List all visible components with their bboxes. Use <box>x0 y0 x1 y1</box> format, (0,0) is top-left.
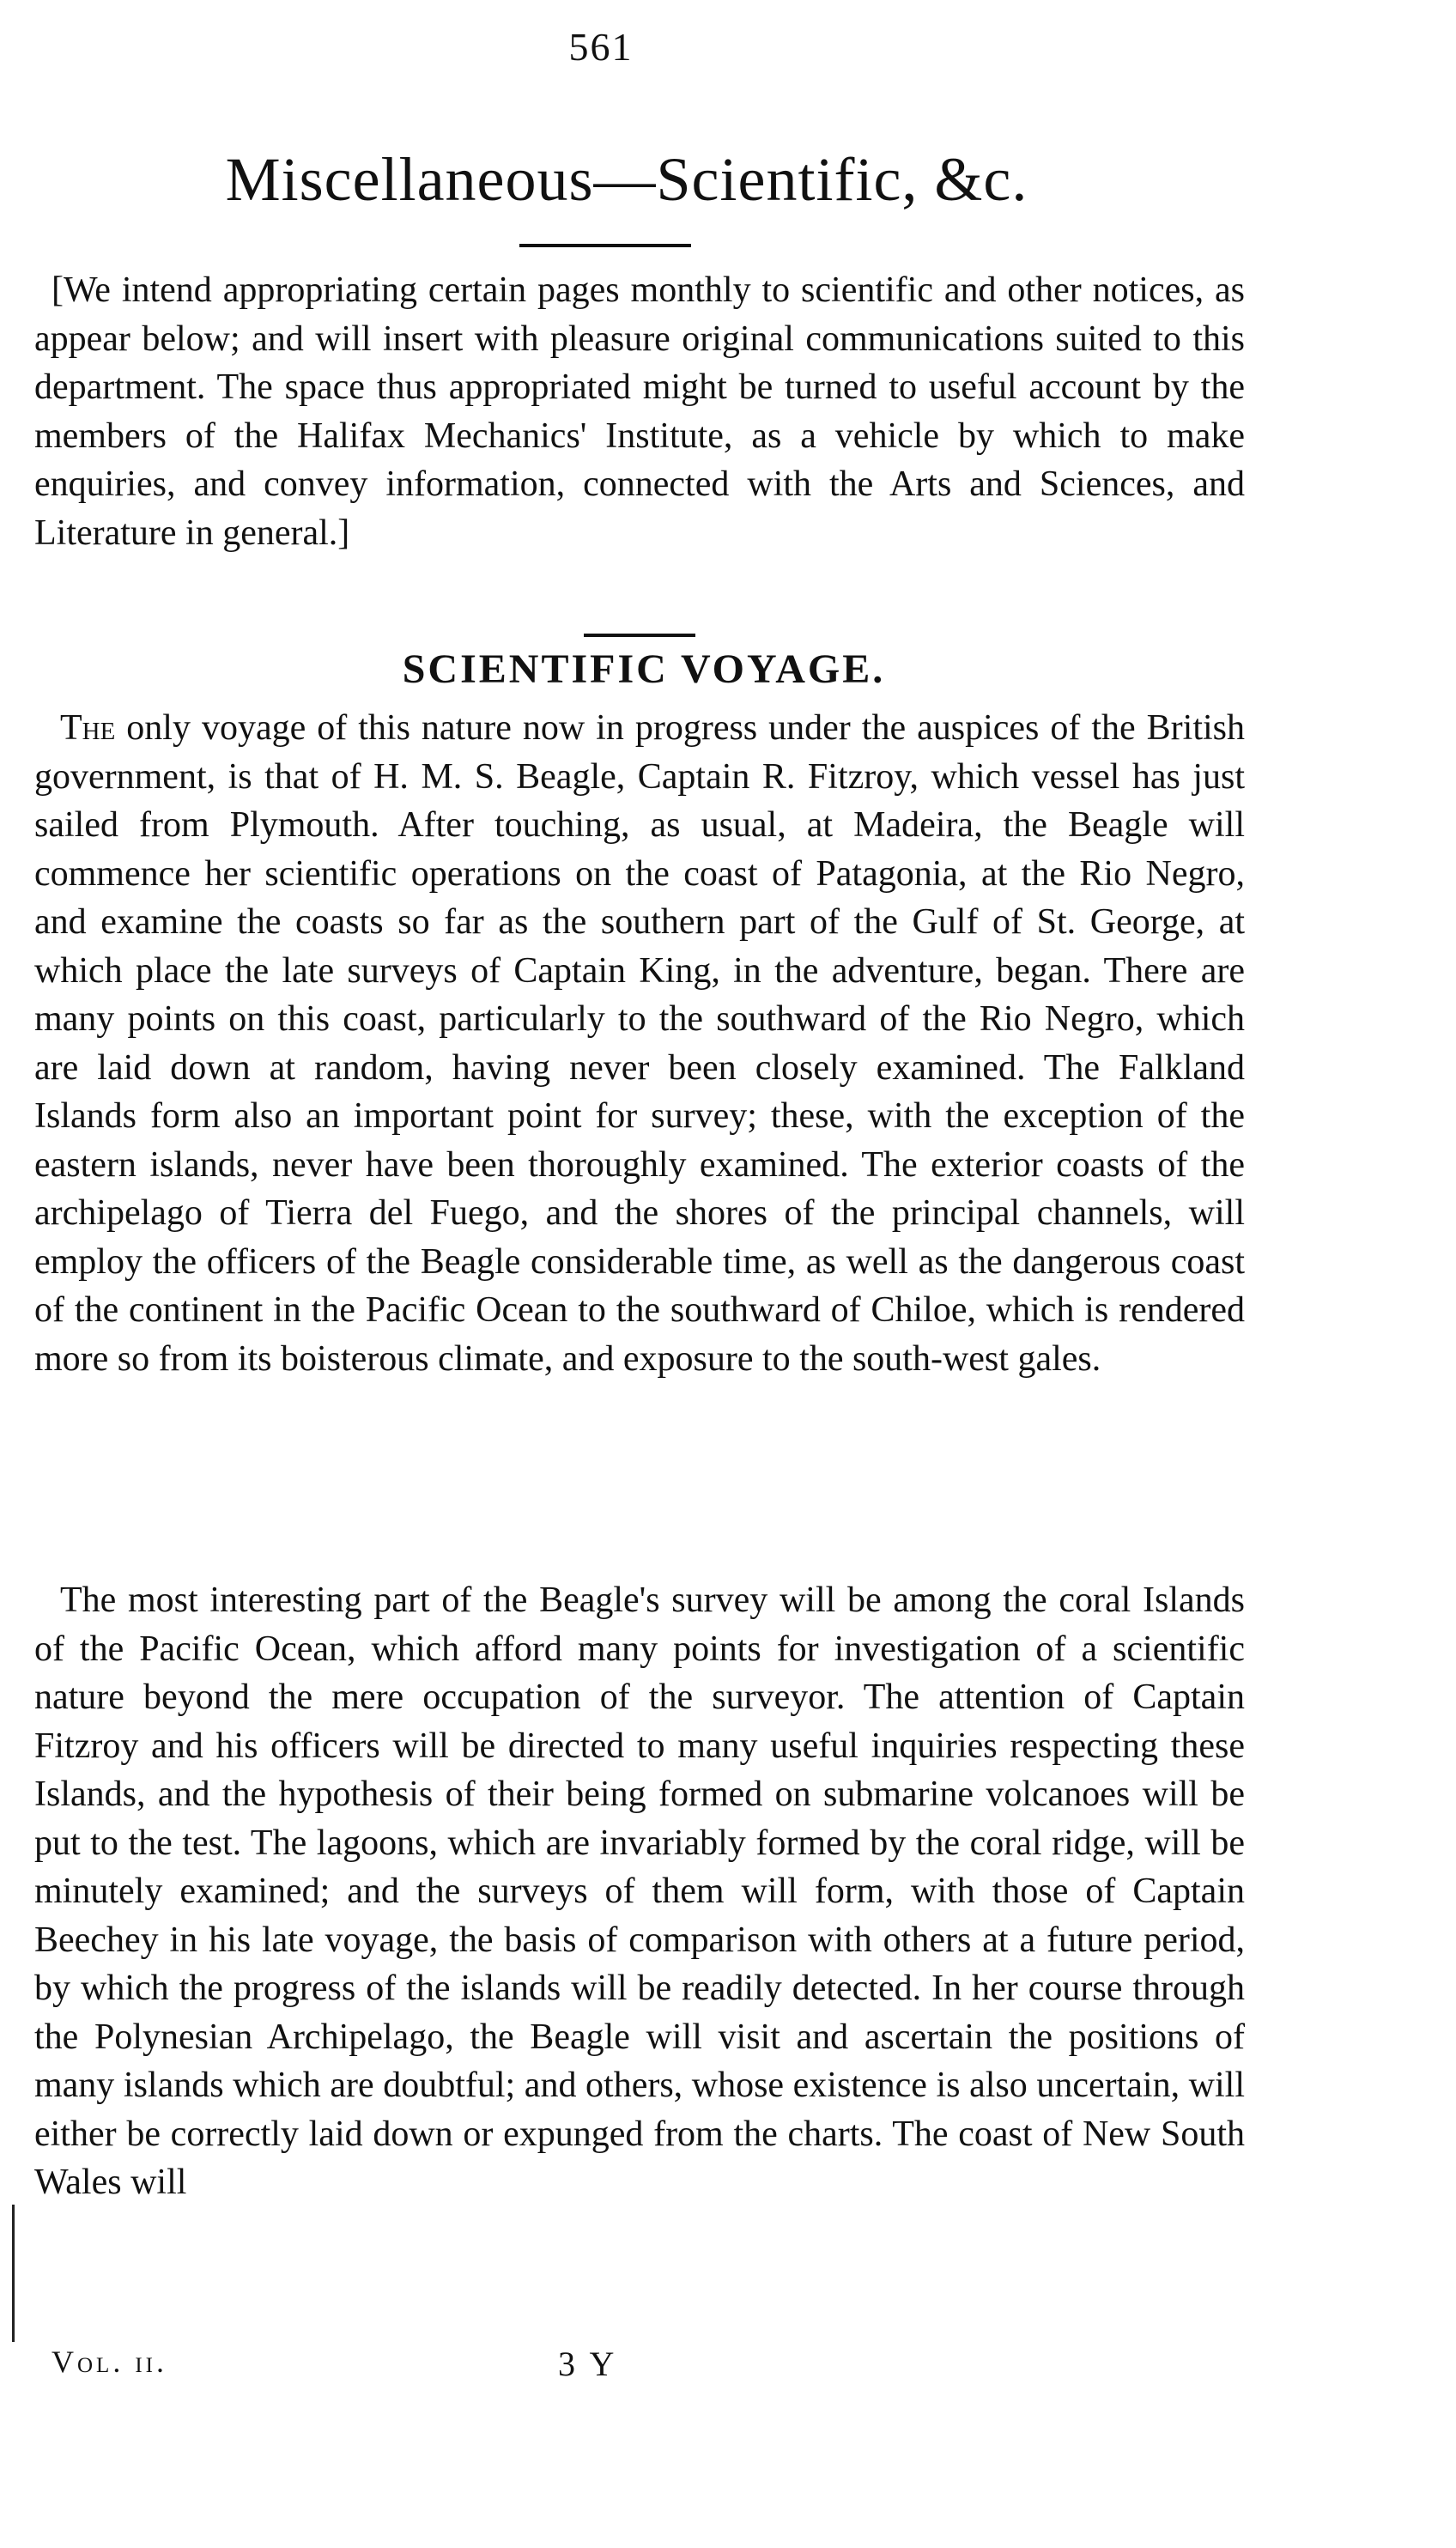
article-title: SCIENTIFIC VOYAGE. <box>402 646 886 692</box>
editorial-notice: [We intend appropriating certain pages monthly to scientific and other notices, as appear below; and will insert with pleasure original communications suited to this department. The space thus appropriated might be turned to useful account by the members of the Halifax Mechanics' Institute, as a vehicle by which to make enquiries, and convey information, connected with the Arts and Sciences, and Literature in general.] <box>34 270 1245 553</box>
page-heading: Miscellaneous—Scientific, &c. <box>225 145 1028 214</box>
article-paragraph-1 <box>34 704 1245 1383</box>
signature-mark: 3 Y <box>558 2345 618 2383</box>
section-rule <box>584 634 695 637</box>
volume-label: Vol. ii. <box>52 2345 167 2379</box>
page-number: 561 <box>568 25 634 69</box>
heading-rule <box>519 244 691 247</box>
paragraph-text: The most interesting part of the Beagle's survey will be among the coral Islands of the Pacific Ocean, which afford many points for investigation of a scientific nature beyond the mere occupation of the surveyor. The attention of Captain Fitzroy and his officers will be directed to many useful inquiries respecting these Islands, and the hypothesis of their being formed on submarine volcanoes will be put to the test. The lagoons, which are invariably formed by the coral ridge, will be minutely examined; and the surveys of them will form, with those of Captain Beechey in his late voyage, the basis of comparison with others at a future period, by which the progress of the islands will be readily detected. In her course through the Polynesian Archipelago, the Beagle will visit and ascertain the positions of many islands which are doubtful; and others, whose existence is also uncertain, will either be correctly laid down or expunged from the charts. The coast of New South Wales will <box>34 1580 1245 2202</box>
margin-mark <box>12 2205 15 2342</box>
paragraph-text: only voyage of this nature now in progress under the auspices of the British government, is that of H. M. S. Beagle, Captain R. Fitzroy, which vessel has just sailed from Plymouth. After touching, as usual, at Madeira, the Beagle will commence her scientific operations on the coast of Patagonia, at the Rio Negro, and examine the coasts so far as the southern part of the Gulf of St. George, at which place the late surveys of Captain King, in the adventure, began. There are many points on this coast, particularly to the southward of the Rio Negro, which are laid down at random, having never been closely examined. The Falkland Islands form also an important point for survey; these, with the exception of the eastern islands, never have been thoroughly examined. The exterior coasts of the archipelago of Tierra del Fuego, and the shores of the principal channels, will employ the officers of the Beagle considerable time, as well as the dangerous coast of the continent in the Pacific Ocean to the southward of Chiloe, which is rendered more so from its boisterous climate, and exposure to the south-west gales. <box>34 708 1245 1379</box>
article-paragraph-2 <box>34 1576 1245 2207</box>
paragraph-lead-word: The <box>60 708 116 748</box>
